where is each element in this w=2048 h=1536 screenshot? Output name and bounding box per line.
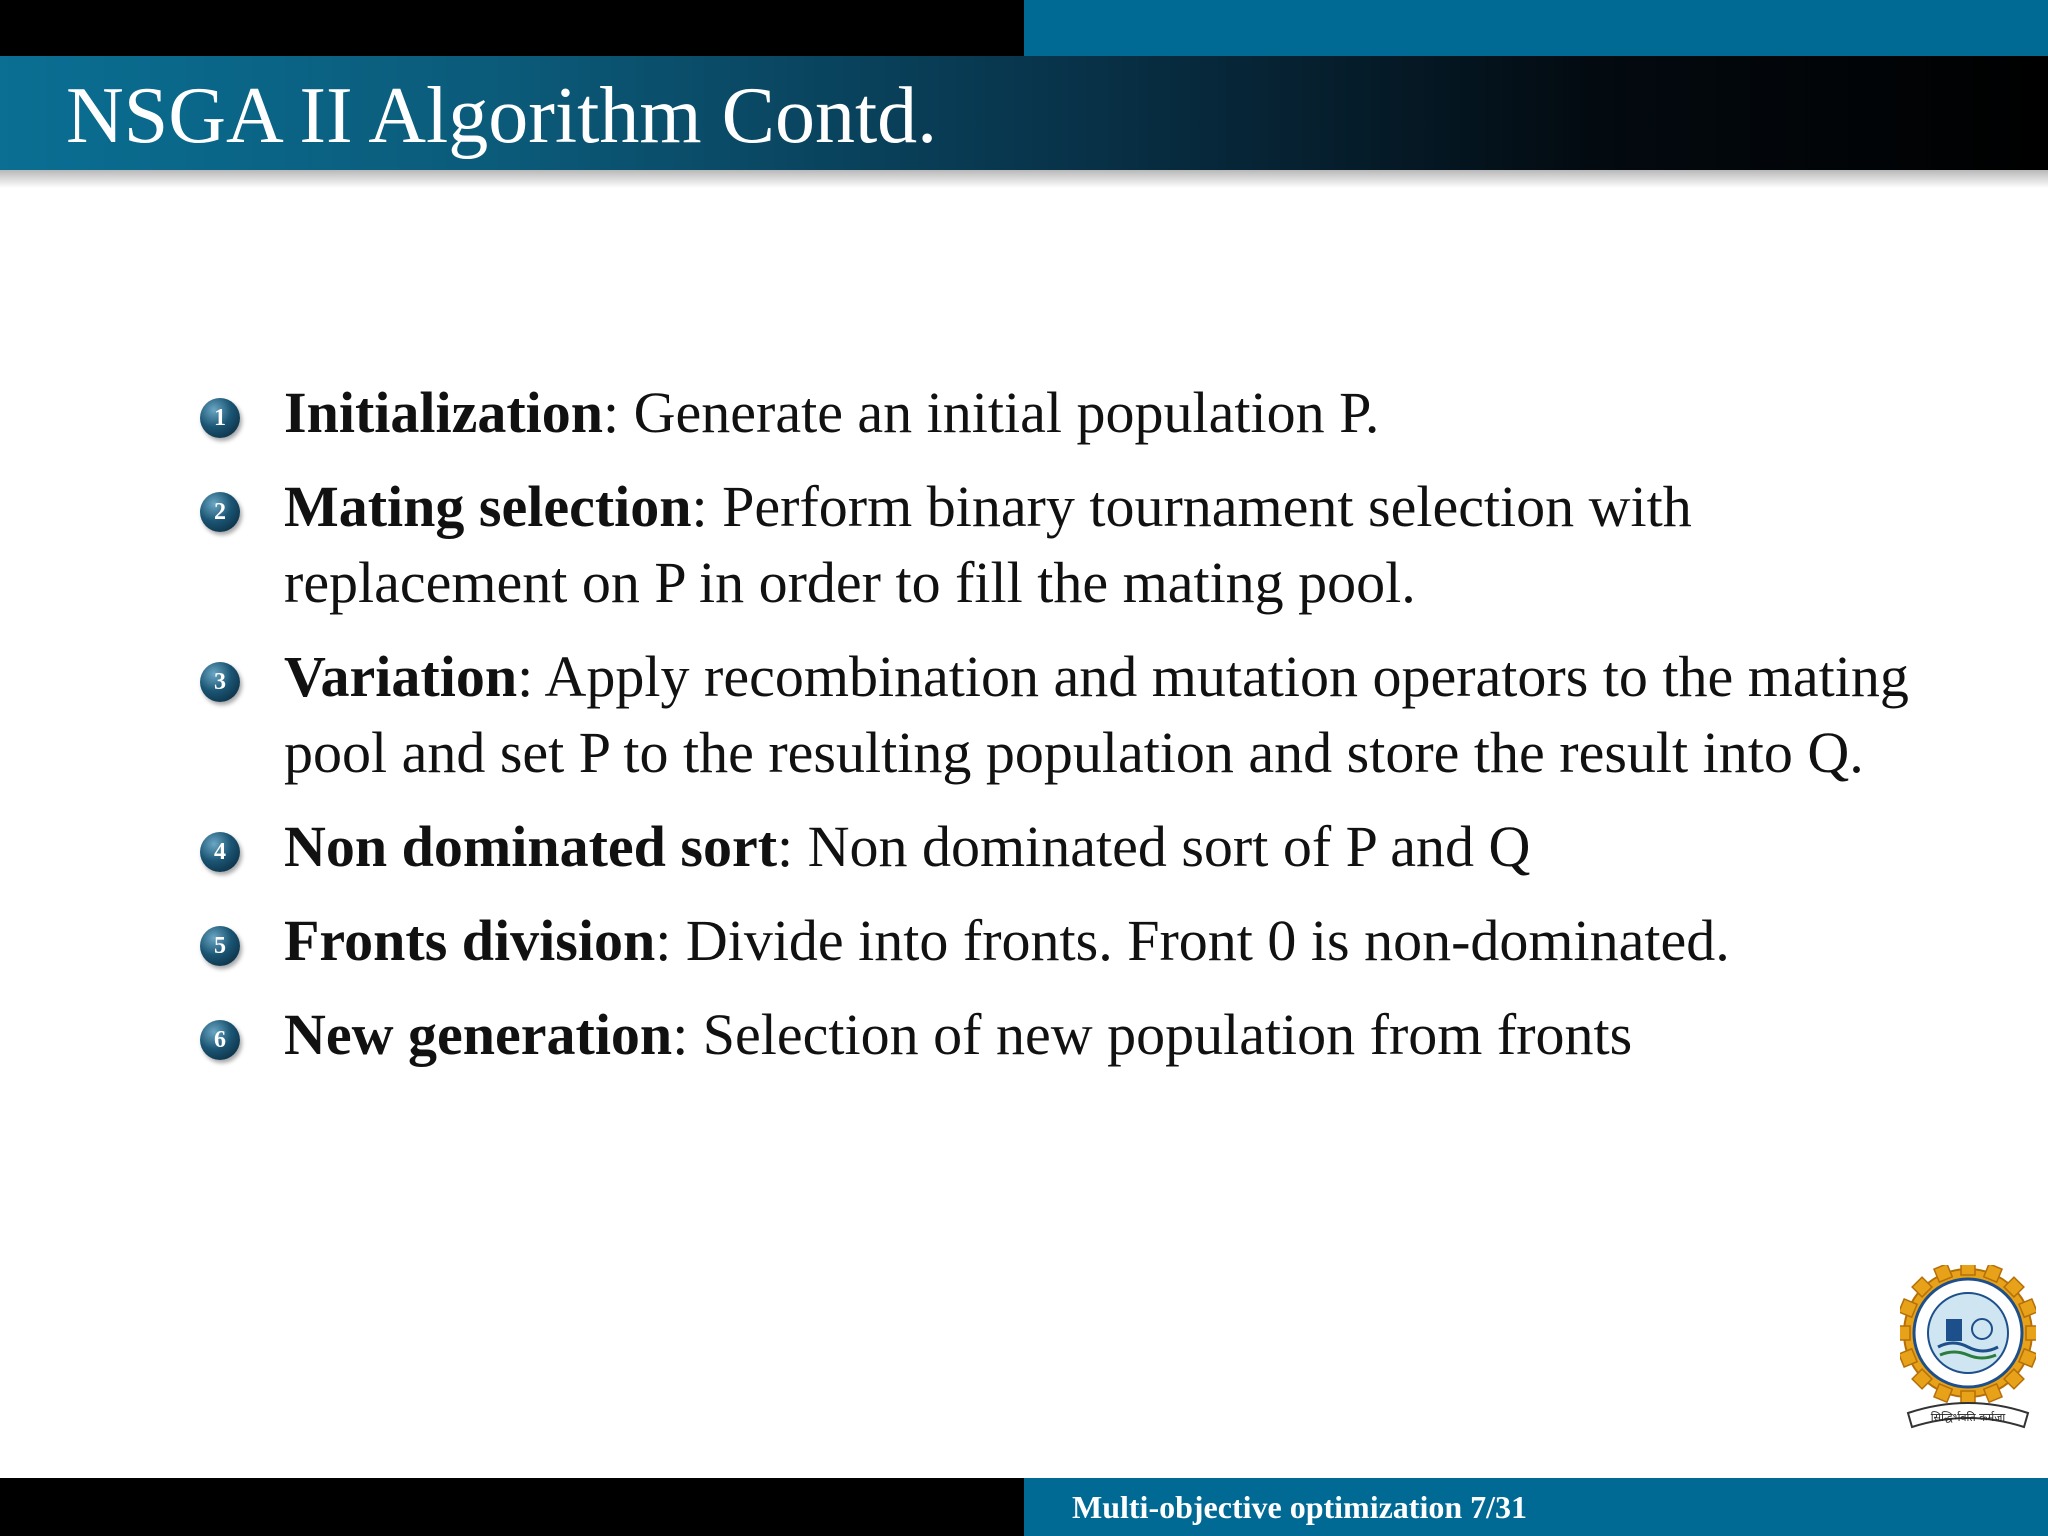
step-term: New generation <box>284 1002 673 1067</box>
step-term: Fronts division <box>284 908 656 973</box>
step-text: : Perform binary tournament selection with replacement on P in order to fill the mating pool. <box>284 474 1692 615</box>
header-strip-left <box>0 0 1024 56</box>
step-number-ball: 3 <box>200 662 240 702</box>
step-item <box>196 375 1956 451</box>
step-text: : Apply recombination and mutation operators to the mating pool and set P to the resulting population and store the result into Q. <box>284 644 1909 785</box>
slide-title: NSGA II Algorithm Contd. <box>66 72 938 160</box>
footer-left <box>0 1478 1024 1536</box>
step-term: Initialization <box>284 380 604 445</box>
footer-bar <box>0 1478 2048 1536</box>
institute-seal-icon <box>1900 1265 2036 1435</box>
step-item <box>196 809 1956 885</box>
step-item <box>196 639 1956 791</box>
header-strip <box>0 0 2048 56</box>
algorithm-steps <box>196 375 1956 1091</box>
step-item <box>196 997 1956 1073</box>
step-number-ball: 6 <box>200 1020 240 1060</box>
step-text: : Non dominated sort of P and Q <box>777 814 1531 879</box>
step-term: Mating selection <box>284 474 692 539</box>
footer-label: Multi-objective optimization <box>1072 1489 1463 1525</box>
footer-page-number: 7/31 <box>1470 1489 1528 1525</box>
step-text: : Selection of new population from fronts <box>672 1002 1633 1067</box>
logo-motto: सिद्धिर्भवति कर्मजा <box>1930 1411 2006 1424</box>
header-strip-right <box>1024 0 2048 56</box>
step-item <box>196 903 1956 979</box>
step-term: Non dominated sort <box>284 814 778 879</box>
step-number-ball: 4 <box>200 832 240 872</box>
step-number-ball: 2 <box>200 492 240 532</box>
footer-right <box>1024 1478 2048 1536</box>
title-bar-shadow <box>0 170 2048 188</box>
step-number-ball: 1 <box>200 398 240 438</box>
step-item <box>196 469 1956 621</box>
step-text: : Generate an initial population P. <box>603 380 1380 445</box>
step-number-ball: 5 <box>200 926 240 966</box>
step-text: : Divide into fronts. Front 0 is non-dominated. <box>655 908 1730 973</box>
step-term: Variation <box>284 644 518 709</box>
